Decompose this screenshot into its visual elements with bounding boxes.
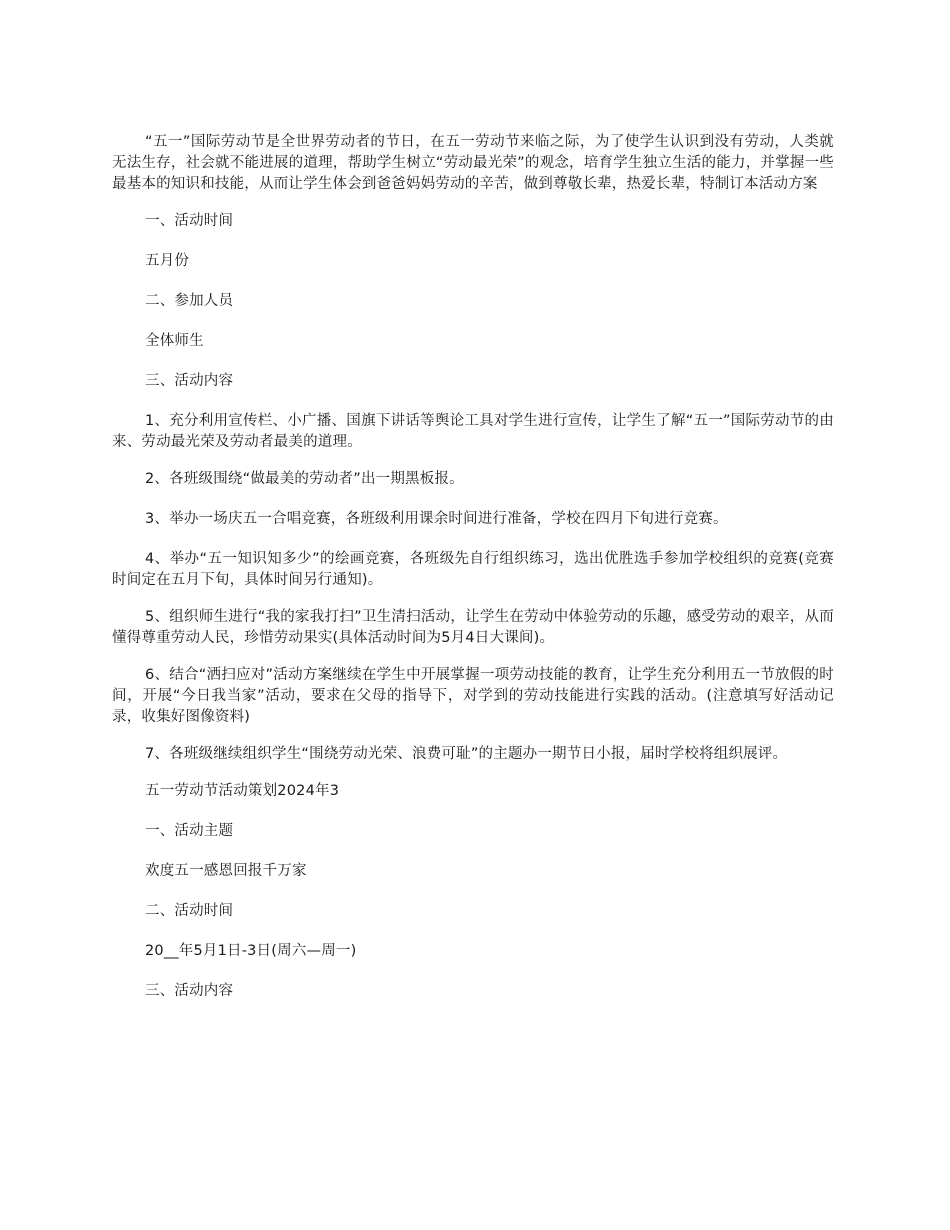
section-text-participants: 全体师生 [145, 333, 204, 349]
section-heading-content-2: 三、活动内容 [145, 983, 234, 999]
section-text-time: 五月份 [145, 253, 190, 269]
intro-paragraph: “五一”国际劳动节是全世界劳动者的节日，在五一劳动节来临之际，为了使学生认识到没有劳动，人类就无法生存，社会就不能进展的道理，帮助学生树立“劳动最光荣”的观念，培育学生独立生活的能力，并掌握一些最基本的知识和技能，从而让学生体会到爸爸妈妈劳动的辛苦，做到尊敬长辈，热爱长辈，特制订本活动方案 [112, 134, 834, 192]
section-heading-time: 一、活动时间 [145, 213, 234, 229]
section-text-theme: 欢度五一感恩回报千万家 [145, 863, 307, 879]
section-heading-time-2: 二、活动时间 [145, 903, 234, 919]
content-item-3: 3、举办一场庆五一合唱竞赛，各班级利用课余时间进行准备，学校在四月下旬进行竞赛。 [145, 511, 728, 527]
content-item-2: 2、各班级围绕“做最美的劳动者”出一期黑板报。 [145, 471, 464, 487]
second-plan-title: 五一劳动节活动策划2024年3 [145, 783, 340, 799]
content-item-1: 1、充分利用宣传栏、小广播、国旗下讲话等舆论工具对学生进行宣传，让学生了解“五一”国际劳动节的由来、劳动最光荣及劳动者最美的道理。 [112, 413, 834, 450]
content-item-4: 4、举办“五一知识知多少”的绘画竞赛，各班级先自行组织练习，选出优胜选手参加学校组织的竞赛(竞赛时间定在五月下旬，具体时间另行通知)。 [112, 551, 834, 588]
content-item-7: 7、各班级继续组织学生“围绕劳动光荣、浪费可耻”的主题办一期节日小报，届时学校将组织展评。 [145, 746, 788, 762]
section-text-time-2: 20__年5月1日-3日(周六—周一) [145, 943, 357, 959]
section-heading-content: 三、活动内容 [145, 373, 234, 389]
content-item-5: 5、组织师生进行“我的家我打扫”卫生清扫活动，让学生在劳动中体验劳动的乐趣，感受劳动的艰辛，从而懂得尊重劳动人民，珍惜劳动果实(具体活动时间为5月4日大课间)。 [112, 609, 834, 646]
document-body [112, 132, 834, 1021]
section-heading-theme: 一、活动主题 [145, 823, 234, 839]
content-item-6: 6、结合“洒扫应对”活动方案继续在学生中开展掌握一项劳动技能的教育，让学生充分利用五一节放假的时间，开展“今日我当家”活动，要求在父母的指导下，对学到的劳动技能进行实践的活动。(注意填写好活动记录，收集好图像资料) [112, 667, 834, 725]
section-heading-participants: 二、参加人员 [145, 293, 234, 309]
